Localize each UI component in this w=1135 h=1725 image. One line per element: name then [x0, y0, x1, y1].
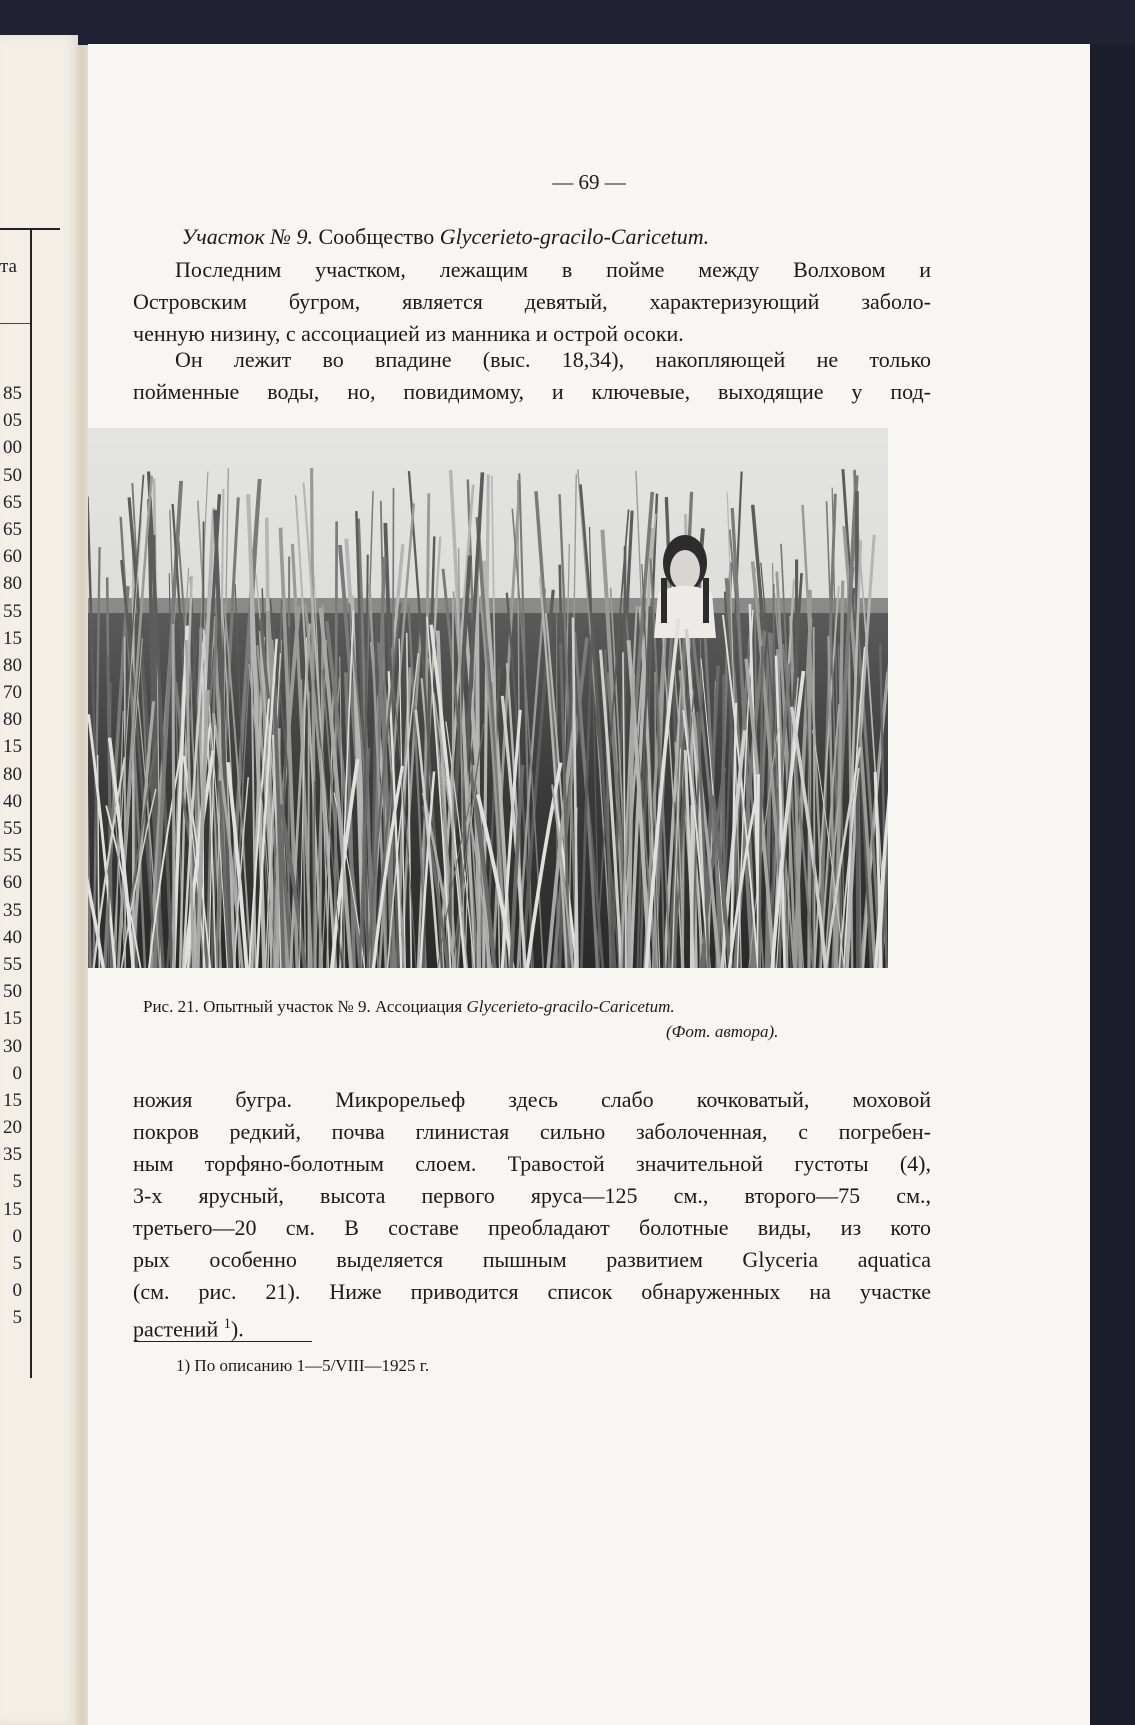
text-line: (см. рис. 21). Ниже приводится список обнаруженных на участке [133, 1279, 931, 1304]
left-table-value: 20 [3, 1117, 22, 1139]
left-table-header-fragment: та [0, 256, 17, 277]
left-table-value: 55 [3, 600, 22, 622]
left-table-value: 0 [12, 1225, 22, 1247]
text-line: ченную низину, с ассоциацией из манника и острой осоки. [133, 321, 684, 346]
paragraph-3 [133, 1084, 931, 1345]
footnote-reference[interactable]: 1 [223, 1316, 231, 1332]
figure-caption [143, 997, 675, 1017]
last-line-end: ). [230, 1316, 244, 1342]
left-table-value: 70 [3, 682, 22, 704]
left-table-value: 65 [3, 491, 22, 513]
left-table-value: 5 [12, 1253, 22, 1274]
left-table-value: 15 [3, 1198, 22, 1220]
grass-blade [173, 624, 174, 968]
left-table-value: 80 [3, 573, 22, 595]
left-table-value: 40 [3, 926, 22, 948]
left-table-value: 80 [3, 763, 22, 785]
left-table-value: 30 [3, 1035, 22, 1057]
left-table-value: 65 [3, 518, 22, 540]
left-table-value: 15 [3, 736, 22, 758]
heading-community-word: Сообщество [318, 224, 435, 249]
left-table-value: 35 [3, 899, 22, 921]
text-line-last [133, 1308, 931, 1345]
caption-prefix: Рис. 21. Опытный участок № 9. Ассоциация [143, 997, 467, 1016]
footnote [176, 1356, 429, 1376]
left-table-rule-mid [0, 323, 30, 324]
left-table-value: 05 [3, 410, 22, 432]
left-table-value: 60 [3, 872, 22, 894]
heading-plot-number: Участок № 9. [181, 224, 313, 249]
left-table-value: 80 [3, 709, 22, 731]
left-table-value: 0 [12, 1280, 22, 1302]
text-line: Последним участком, лежащим в пойме между Волховом и [175, 257, 931, 282]
left-table-value: 15 [3, 1089, 22, 1111]
text-line: покров редкий, почва глинистая сильно заболоченная, с погребен- [133, 1119, 931, 1144]
left-table-value: 55 [3, 818, 22, 839]
left-table-number-column [0, 380, 22, 1332]
left-table-value: 85 [3, 383, 22, 404]
section-heading [176, 224, 709, 250]
left-table-value: 50 [3, 464, 22, 486]
left-table-value: 55 [3, 953, 22, 975]
caption-latin: Glycerieto-gracilo-Caricetum. [466, 997, 675, 1016]
left-table-vertical-rule [30, 228, 32, 1378]
last-line-text: растений [133, 1316, 219, 1342]
text-line: ножия бугра. Микрорельеф здесь слабо кочковатый, моховой [133, 1087, 931, 1112]
text-line: Островским бугром, является девятый, характеризующий заболо- [133, 289, 931, 314]
left-table-value: 15 [3, 627, 22, 649]
left-table-value: 00 [3, 437, 22, 459]
paragraph-2 [133, 344, 931, 408]
left-table-value: 40 [3, 790, 22, 812]
left-table-value: 55 [3, 845, 22, 867]
caption-credit: (Фот. автора). [666, 1022, 779, 1041]
paragraph-1 [133, 254, 931, 350]
left-table-value: 5 [12, 1307, 22, 1329]
left-table-value: 60 [3, 546, 22, 568]
footnote-text: ) По описанию 1—5/VIII—1925 г. [184, 1356, 430, 1375]
left-table-value: 15 [3, 1008, 22, 1030]
book-page [88, 44, 1090, 1725]
left-table-value: 5 [12, 1171, 22, 1193]
text-line: третьего—20 см. В составе преобладают болотные виды, из кото [133, 1215, 931, 1240]
grass-blade [814, 627, 815, 968]
footnote-divider [134, 1341, 312, 1342]
photograph-tall-grass-with-girl [88, 428, 888, 968]
text-line: 3-х ярусный, высота первого яруса—125 см., второго—75 см., [133, 1183, 931, 1208]
text-line: рых особенно выделяется пышным развитием Glyceria aquatica [133, 1247, 931, 1272]
text-line: Он лежит во впадине (выс. 18,34), накопляющей не только [175, 347, 931, 372]
text-line: ным торфяно-болотным слоем. Травостой значительной густоты (4), [133, 1151, 931, 1176]
left-table-value: 0 [12, 1062, 22, 1084]
page-number: — 69 — [552, 170, 626, 194]
left-table-value: 80 [3, 654, 22, 676]
scan-background-right [1090, 44, 1135, 1725]
left-table-value: 35 [3, 1144, 22, 1166]
heading-latin-name: Glycerieto-gracilo-Caricetum. [439, 224, 710, 249]
footnote-mark: 1 [176, 1356, 185, 1375]
text-line: пойменные воды, но, повидимому, и ключевые, выходящие у под- [133, 379, 931, 404]
left-table-value: 50 [3, 981, 22, 1003]
